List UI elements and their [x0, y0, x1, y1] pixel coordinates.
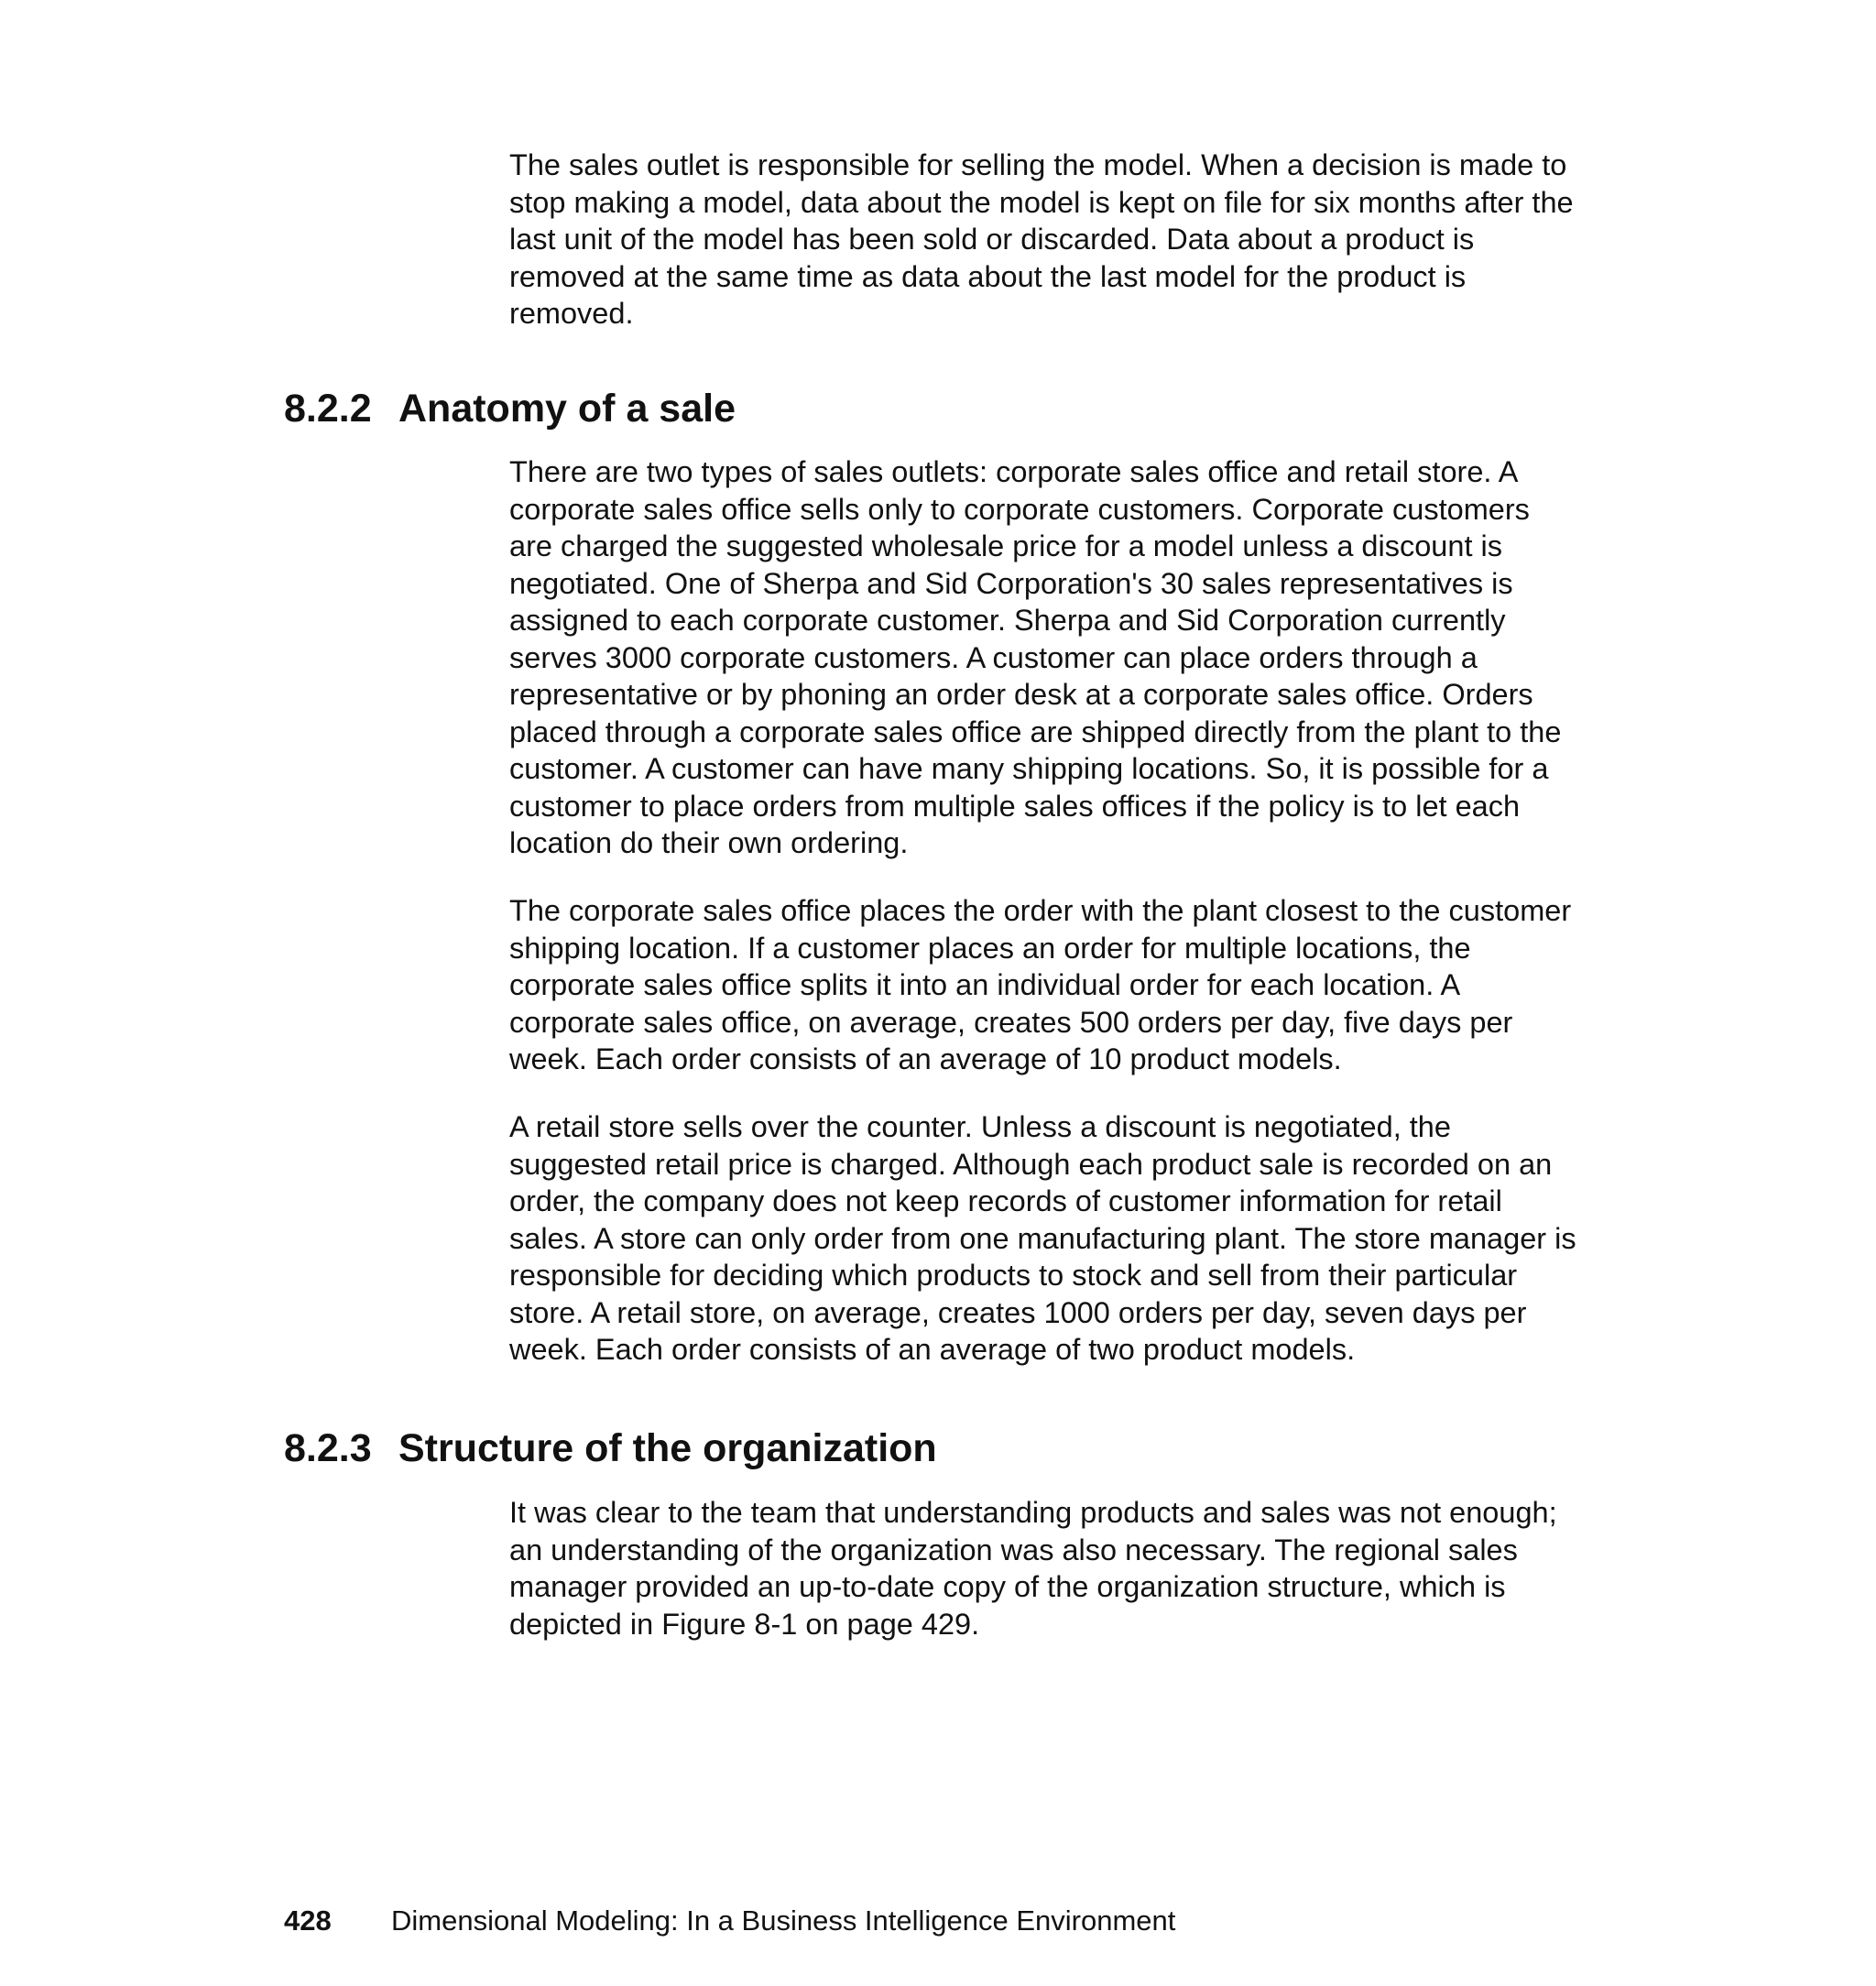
section-title: Structure of the organization: [398, 1426, 937, 1470]
page-number: 428: [284, 1904, 332, 1937]
paragraph-line: placed through a corporate sales office are shipped directly from the plant to the: [509, 715, 1562, 748]
paragraph-line: It was clear to the team that understanding products and sales was not enough;: [509, 1496, 1557, 1529]
paragraph-line: negotiated. One of Sherpa and Sid Corporation's 30 sales representatives is: [509, 566, 1513, 600]
section-heading-8-2-2: [284, 386, 736, 431]
paragraph-line: manager provided an up-to-date copy of the organization structure, which is: [509, 1570, 1506, 1603]
section-number: 8.2.3: [284, 1426, 372, 1470]
section-title: Anatomy of a sale: [398, 387, 736, 431]
paragraph-line: customer. A customer can have many shipping locations. So, it is possible for a: [509, 752, 1549, 785]
paragraph-line: assigned to each corporate customer. Sherpa and Sid Corporation currently: [509, 604, 1506, 637]
intro-line: removed at the same time as data about the last model for the product is: [509, 259, 1467, 293]
paragraph-line: customer to place orders from multiple sales offices if the policy is to let each: [509, 789, 1521, 823]
paragraph-line: order, the company does not keep records of customer information for retail: [509, 1184, 1502, 1217]
intro-line: stop making a model, data about the model is kept on file for six months after the: [509, 185, 1574, 219]
intro-line: removed.: [509, 297, 634, 330]
paragraph-line: store. A retail store, on average, creates 1000 orders per day, seven days per: [509, 1295, 1527, 1329]
intro-line: The sales outlet is responsible for selling the model. When a decision is made to: [509, 148, 1567, 181]
paragraph-line: representative or by phoning an order desk at a corporate sales office. Orders: [509, 678, 1533, 711]
section-number: 8.2.2: [284, 387, 372, 431]
paragraph-line: corporate sales office sells only to corporate customers. Corporate customers: [509, 492, 1530, 526]
paragraph-line: week. Each order consists of an average of two product models.: [509, 1333, 1356, 1366]
paragraph-line: sales. A store can only order from one manufacturing plant. The store manager is: [509, 1221, 1576, 1255]
paragraph-line: corporate sales office splits it into an individual order for each location. A: [509, 968, 1461, 1001]
paragraph-line: responsible for deciding which products to stock and sell from their particular: [509, 1259, 1518, 1292]
paragraph-line: shipping location. If a customer places an order for multiple locations, the: [509, 931, 1471, 965]
paragraph-line: suggested retail price is charged. Although each product sale is recorded on an: [509, 1147, 1553, 1181]
paragraph-line: are charged the suggested wholesale price for a model unless a discount is: [509, 529, 1502, 562]
paragraph-line: week. Each order consists of an average of 10 product models.: [509, 1042, 1342, 1075]
anatomy-paragraph-3: [509, 1108, 1618, 1369]
paragraph-line: A retail store sells over the counter. Unless a discount is negotiated, the: [509, 1110, 1451, 1143]
paragraph-line: There are two types of sales outlets: corporate sales office and retail store. A: [509, 455, 1519, 488]
paragraph-line: serves 3000 corporate customers. A customer can place orders through a: [509, 640, 1478, 674]
section-heading-8-2-3: [284, 1425, 937, 1471]
paragraph-line: an understanding of the organization was also necessary. The regional sales: [509, 1533, 1518, 1566]
paragraph-line: The corporate sales office places the order with the plant closest to the customer: [509, 894, 1572, 927]
anatomy-paragraph-2: [509, 892, 1618, 1078]
book-title: Dimensional Modeling: In a Business Intelligence Environment: [391, 1904, 1176, 1937]
paragraph-line: corporate sales office, on average, creates 500 orders per day, five days per: [509, 1005, 1513, 1039]
anatomy-paragraph-1: [509, 453, 1618, 862]
paragraph-line: location do their own ordering.: [509, 826, 909, 859]
intro-paragraph: [509, 147, 1618, 333]
organization-paragraph-1: [509, 1494, 1618, 1642]
intro-line: last unit of the model has been sold or discarded. Data about a product is: [509, 223, 1475, 256]
paragraph-line: depicted in Figure 8-1 on page 429.: [509, 1607, 980, 1641]
page-footer: [284, 1904, 1175, 1938]
